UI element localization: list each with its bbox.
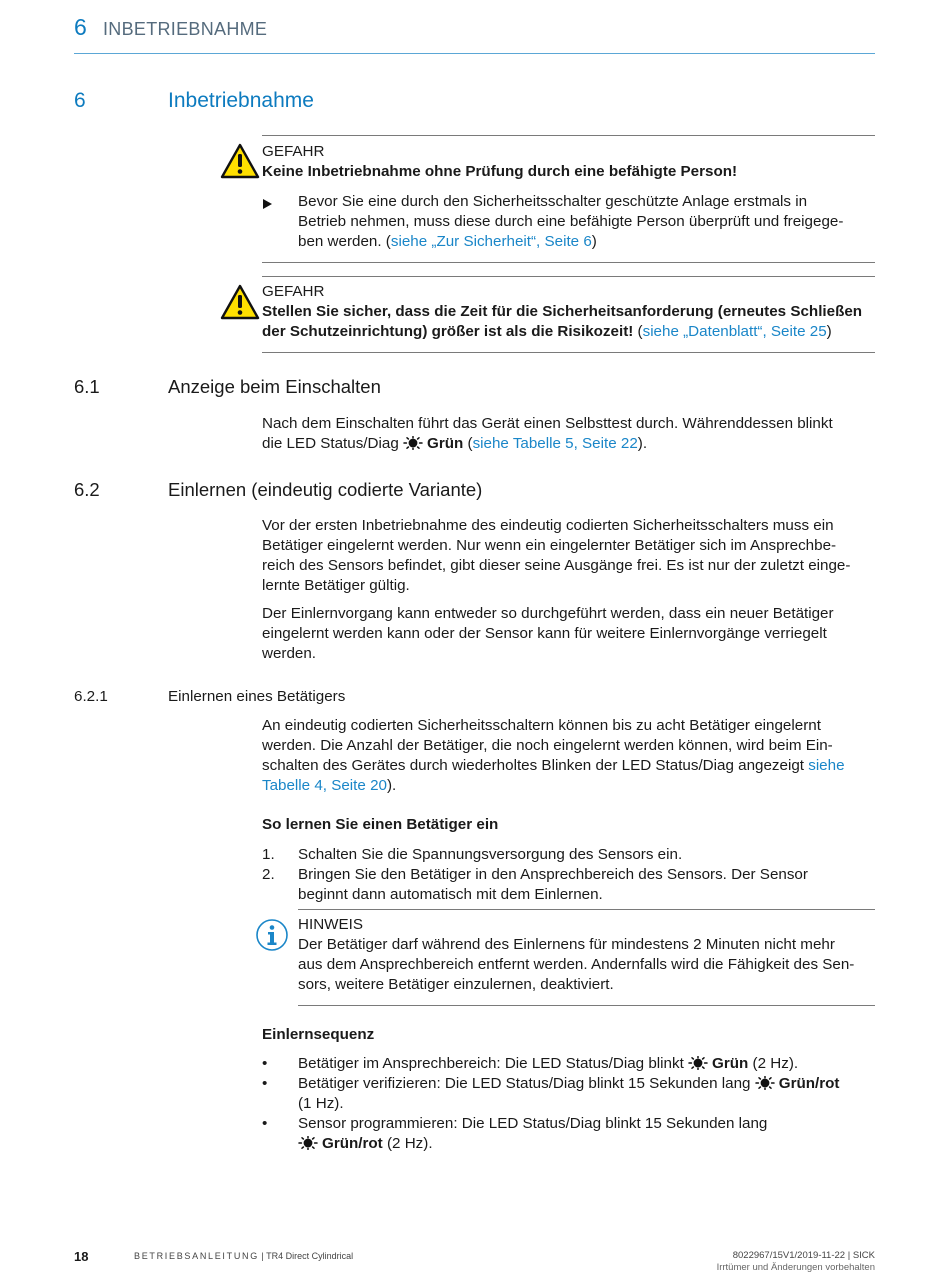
- danger1-top-rule: [262, 135, 875, 136]
- seq3-text: Sensor programmieren: Die LED Status/Diag blinkt 15 Sekunden lang: [298, 1115, 768, 1132]
- seq-item-3: [298, 1114, 888, 1154]
- footer-doc-type: BETRIEBSANLEITUNG: [134, 1251, 259, 1261]
- s621-line3: [262, 756, 882, 776]
- link-tabelle4[interactable]: Tabelle 4, Seite 20: [262, 777, 387, 794]
- note-line: Der Betätiger darf während des Einlernens für mindestens 2 Minuten nicht mehr: [298, 936, 835, 953]
- link-siehe[interactable]: siehe: [808, 757, 845, 774]
- page-number: 18: [74, 1249, 89, 1264]
- s62-paragraph2: [262, 604, 882, 664]
- s621-close: ).: [386, 777, 397, 794]
- s62-p2-line: eingelernt werden kann oder der Sensor kann für weitere Einlernvorgänge verriegelt: [262, 625, 827, 642]
- danger1-title: Keine Inbetriebnahme ohne Prüfung durch eine befähigte Person!: [262, 163, 738, 180]
- link-zur-sicherheit[interactable]: siehe „Zur Sicherheit“, Seite 6: [390, 233, 592, 250]
- s62-p1-line: Betätiger eingelernt werden. Nur wenn ein eingelernter Betätiger sich im Ansprechbe-: [262, 537, 837, 554]
- s61-line2: [262, 434, 882, 454]
- seq3-post: (2 Hz).: [382, 1135, 433, 1152]
- footer-document: [134, 1251, 353, 1261]
- danger2-close: ): [826, 323, 832, 340]
- danger1-line: Bevor Sie eine durch den Sicherheitsschalter geschützte Anlage erstmals in: [298, 193, 808, 210]
- step1-number: 1.: [262, 846, 275, 863]
- s62-p1-line: lernte Betätiger gültig.: [262, 577, 410, 594]
- seq3-line2: [298, 1134, 888, 1154]
- seq2-post: (1 Hz).: [298, 1095, 344, 1112]
- s62-p2-line: Der Einlernvorgang kann entweder so durchgeführt werden, dass ein neuer Betätiger: [262, 605, 834, 622]
- bullet-dot: •: [262, 1055, 268, 1072]
- seq1-text: Betätiger im Ansprechbereich: Die LED Status/Diag blinkt: [298, 1055, 684, 1072]
- s61-number: 6.1: [74, 376, 100, 397]
- step2-number: 2.: [262, 866, 275, 883]
- section-number: 6: [74, 89, 86, 112]
- danger2-bottom-rule: [262, 352, 875, 353]
- s61-open: (: [463, 435, 473, 452]
- s61-color: Grün: [427, 435, 464, 452]
- header-chapter-number: 6: [74, 14, 87, 40]
- seq1-color: Grün: [712, 1055, 749, 1072]
- led-blink-icon: [403, 436, 423, 450]
- step2-text: [298, 865, 808, 905]
- s621-line4: [262, 776, 882, 796]
- s621-line: werden. Die Anzahl der Betätiger, die noch eingelernt werden können, wird beim Ein-: [262, 737, 833, 754]
- link-datenblatt[interactable]: siehe „Datenblatt“, Seite 25: [642, 323, 827, 340]
- seq2-color: Grün/rot: [778, 1075, 840, 1092]
- steps-heading: So lernen Sie einen Betätiger ein: [262, 816, 499, 833]
- danger1-close: ): [591, 233, 597, 250]
- step2-line1: Bringen Sie den Betätiger in den Ansprechbereich des Sensors. Der Sensor: [298, 866, 808, 883]
- danger1-bottom-rule: [262, 262, 875, 263]
- s621-number: 6.2.1: [74, 688, 108, 705]
- info-icon: [255, 918, 289, 952]
- s61-paragraph: [262, 414, 882, 454]
- seq3-color: Grün/rot: [322, 1135, 383, 1152]
- danger1-label: GEFAHR: [262, 143, 325, 160]
- danger1-line: Betrieb nehmen, muss diese durch eine befähigte Person überprüft und freigege-: [298, 213, 844, 230]
- note-line: aus dem Ansprechbereich entfernt werden. Andernfalls wird die Fähigkeit des Sen-: [298, 956, 855, 973]
- s62-paragraph1: [262, 516, 882, 596]
- header-divider: [74, 53, 875, 54]
- danger1-text: ben werden. (: [298, 233, 391, 250]
- led-blink-icon: [298, 1136, 318, 1150]
- bullet-dot: •: [262, 1075, 268, 1092]
- s621-line3-text: schalten des Gerätes durch wiederholtes Blinken der LED Status/Diag angezeigt: [262, 757, 809, 774]
- danger2-label: GEFAHR: [262, 283, 325, 300]
- footer-separator: |: [258, 1251, 267, 1261]
- seq2-line1: [298, 1074, 888, 1094]
- s61-title: Anzeige beim Einschalten: [168, 376, 381, 397]
- danger2-top-rule: [262, 276, 875, 277]
- danger1-line-last: [298, 232, 878, 252]
- footer-disclaimer: Irrtümer und Änderungen vorbehalten: [716, 1262, 875, 1273]
- s621-line: An eindeutig codierten Sicherheitsschaltern können bis zu acht Betätiger eingelernt: [262, 717, 821, 734]
- seq2-text: Betätiger verifizieren: Die LED Status/Diag blinkt 15 Sekunden lang: [298, 1075, 751, 1092]
- danger2-open: (: [633, 323, 643, 340]
- danger2-text: [262, 302, 882, 342]
- note-line: sors, weitere Betätiger einzulernen, deaktiviert.: [298, 976, 614, 993]
- s62-p2-line: werden.: [262, 645, 317, 662]
- s62-p1-line: Vor der ersten Inbetriebnahme des eindeutig codierten Sicherheitsschalters muss ein: [262, 517, 834, 534]
- danger1-instruction: [298, 192, 878, 252]
- warning-icon: [220, 284, 260, 320]
- danger2-line1: Stellen Sie sicher, dass die Zeit für die Sicherheitsanforderung (erneutes Schließen: [262, 303, 863, 320]
- seq-heading: Einlernsequenz: [262, 1026, 375, 1043]
- note-bottom-rule: [298, 1005, 875, 1006]
- bullet-arrow-icon: [263, 196, 273, 214]
- link-tabelle5[interactable]: siehe Tabelle 5, Seite 22: [472, 435, 638, 452]
- footer-meta: [717, 1250, 875, 1274]
- s62-p1-line: reich des Sensors befindet, gibt dieser seine Ausgänge frei. Es ist nur der zuletzt einge-: [262, 557, 851, 574]
- seq-item-1: [298, 1054, 888, 1074]
- seq1-post: (2 Hz).: [748, 1055, 799, 1072]
- led-blink-icon: [755, 1076, 775, 1090]
- seq-item-2: [298, 1074, 888, 1114]
- danger2-line2: [262, 322, 882, 342]
- s621-paragraph: [262, 716, 882, 796]
- note-text: [298, 935, 888, 995]
- section-title: Inbetriebnahme: [168, 89, 314, 112]
- footer-doc-id: 8022967/15V1/2019-11-22 | SICK: [732, 1250, 875, 1261]
- s61-line2-text: die LED Status/Diag: [262, 435, 399, 452]
- warning-icon: [220, 143, 260, 179]
- header-chapter-title: INBETRIEBNAHME: [103, 19, 268, 39]
- s62-title: Einlernen (eindeutig codierte Variante): [168, 479, 483, 500]
- step1-text: Schalten Sie die Spannungsversorgung des Sensors ein.: [298, 846, 683, 863]
- step2-line2: beginnt dann automatisch mit dem Einlernen.: [298, 886, 603, 903]
- bullet-dot: •: [262, 1115, 268, 1132]
- footer-product: TR4 Direct Cylindrical: [266, 1251, 354, 1261]
- led-blink-icon: [688, 1056, 708, 1070]
- s62-number: 6.2: [74, 479, 100, 500]
- s61-close: ).: [637, 435, 648, 452]
- s621-title: Einlernen eines Betätigers: [168, 688, 346, 705]
- s61-line1: Nach dem Einschalten führt das Gerät einen Selbsttest durch. Währenddessen blinkt: [262, 415, 833, 432]
- note-label: HINWEIS: [298, 916, 363, 933]
- danger2-line2-text: der Schutzeinrichtung) größer ist als die Risikozeit!: [262, 323, 634, 340]
- note-top-rule: [298, 909, 875, 910]
